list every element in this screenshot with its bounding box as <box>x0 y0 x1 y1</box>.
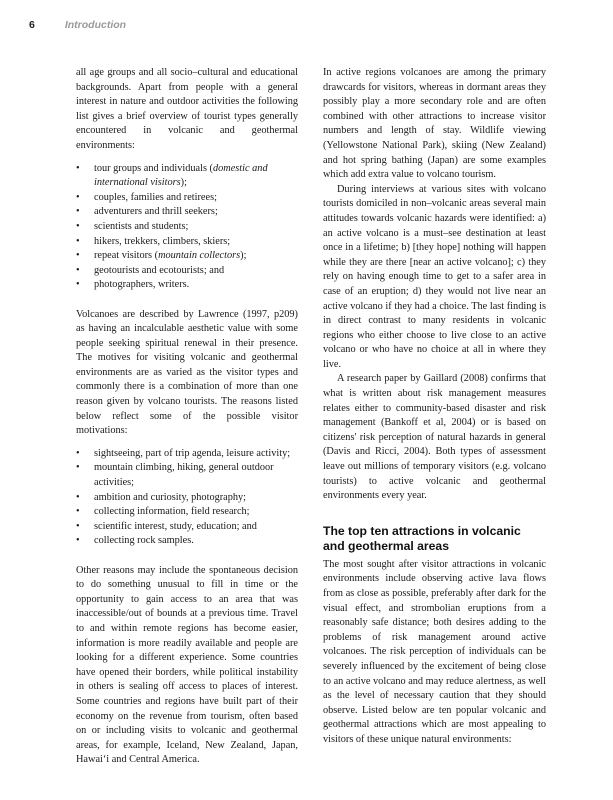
bullet-icon: • <box>76 250 80 262</box>
page-header <box>29 19 126 35</box>
tourist-type-item <box>76 205 298 220</box>
bullet-icon: • <box>76 491 80 503</box>
tourist-type-text: adventurers and thrill seekers; <box>94 206 218 218</box>
tourist-type-item <box>76 191 298 206</box>
tourist-type-item <box>76 264 298 279</box>
tourist-type-item <box>76 220 298 235</box>
intro-paragraph: all age groups and all socio–cultural and educational backgrounds. Apart from people with a general interest in nature and outdoor activities the following list gives a brief overview of tourist types generally encountered in volcanic and geothermal environments: <box>76 67 298 151</box>
tourist-type-text: tour groups and individuals ( <box>94 162 213 174</box>
motivations-list <box>76 447 298 549</box>
bullet-icon: • <box>76 235 80 247</box>
motivation-text: scientific interest, study, education; and <box>94 520 257 532</box>
bullet-icon: • <box>76 535 80 547</box>
tourist-type-text: photographers, writers. <box>94 279 190 291</box>
bullet-icon: • <box>76 162 80 174</box>
motivation-text: mountain climbing, hiking, general outdoor activities; <box>94 462 274 489</box>
motivation-item <box>76 461 298 490</box>
bullet-icon: • <box>76 220 80 232</box>
section-heading-line-1: The top ten attractions in volcanic <box>323 523 521 538</box>
tourist-type-text: couples, families and retirees; <box>94 191 217 203</box>
tourist-type-italic: mountain collectors <box>158 250 241 262</box>
tourist-type-item <box>76 278 298 293</box>
active-regions-paragraph: In active regions volcanoes are among the primary drawcards for visitors, whereas in dormant areas they possibly play a more secondary role and are often combined with other attractions to increase visitor numbers and length of stay. Wildlife viewing (Yellowstone National Park), skiing (New Zealand) and hot spring bathing (Japan) are some examples which add extra value to volcano tourism. <box>323 67 546 181</box>
tourist-type-text: scientists and students; <box>94 220 189 232</box>
motivation-item <box>76 534 298 549</box>
tourist-type-item <box>76 249 298 264</box>
tourist-type-italic: domestic and international visitors <box>94 162 268 189</box>
bullet-icon: • <box>76 520 80 532</box>
tourist-types-list <box>76 162 298 293</box>
tourist-type-suffix: ); <box>180 177 187 189</box>
tourist-type-text: hikers, trekkers, climbers, skiers; <box>94 235 231 247</box>
bullet-icon: • <box>76 506 80 518</box>
tourist-type-text: geotourists and ecotourists; and <box>94 264 225 276</box>
motivation-item <box>76 520 298 535</box>
research-paragraph: A research paper by Gaillard (2008) confirms that what is written about risk management measures relates either to community-based disaster and risk management (Bankoff et al, 2004) or is based on citizens' risk perception of natural hazards in general (Davis and Ricci, 2004). Both types of assessment leave out millions of temporary visitors (e.g. volcano tourists) to active volcanic and geothermal environments every year. <box>323 373 546 502</box>
bullet-icon: • <box>76 191 80 203</box>
section-heading-line-2: and geothermal areas <box>323 538 449 553</box>
right-column <box>323 66 546 748</box>
attractions-paragraph: The most sought after visitor attractions in volcanic environments include observing active lava flows from as close as possible, preferably after dark for the visual effect, and strombolian eruptions from a reasonably safe distance; both desires adding to the problems of risk management around active volcanoes. The risk perception of individuals can be severely influenced by the excitement of being close to an active volcano and may reduce alertness, as well as the level of necessary caution that they should observe. Listed below are ten popular volcanic and geothermal attractions which are most appealing to visitors of these unique natural environments: <box>323 558 547 745</box>
motivation-item <box>76 505 298 520</box>
tourist-type-item <box>76 162 298 191</box>
interviews-paragraph: During interviews at various sites with volcano tourists domiciled in non–volcanic areas several main attitudes towards volcanic hazards were identified: a) an active volcano is a must–see destination at least once in a lifetime; b) [they hope] nothing will happen while they are there [near an active volcano]; c) they rely on having enough time to get to a safer area in case of an eruption; d) they would not live near an active volcano if they had a choice. The last finding is in direct contrast to many residents in volcanic regions who either choose to live close to an active volcano or who have no choice at all in where they live. <box>323 183 546 370</box>
motivation-text: ambition and curiosity, photography; <box>94 491 247 503</box>
tourist-type-item <box>76 235 298 250</box>
bullet-icon: • <box>76 206 80 218</box>
other-reasons-paragraph: Other reasons may include the spontaneous decision to do something unusual to fill in time or the opportunity to gain access to an area that was inaccessible/out of bounds at a previous time. Travel to and within remote regions has become easier, information is more readily available and people are looking for a different experience. Some countries have opened their borders, while political instability in others is sealing off access to places of interest. Some countries and regions have built part of their economy on the revenue from tourism, often based on or including visits to volcanic and geothermal areas, for example, Iceland, New Zealand, Japan, Hawai‘i and Central America. <box>76 564 298 766</box>
motivation-item <box>76 491 298 506</box>
motivation-text: collecting rock samples. <box>94 535 194 547</box>
motivation-item <box>76 447 298 462</box>
motivation-text: sightseeing, part of trip agenda, leisure activity; <box>94 447 291 459</box>
section-heading <box>323 524 546 554</box>
motivation-text: collecting information, field research; <box>94 506 250 518</box>
tourist-type-suffix: ); <box>240 250 247 262</box>
tourist-type-text: repeat visitors ( <box>94 250 159 262</box>
bullet-icon: • <box>76 264 80 276</box>
bullet-icon: • <box>76 279 80 291</box>
bullet-icon: • <box>76 462 80 474</box>
page-number: 6 <box>29 19 35 31</box>
left-column <box>76 66 298 768</box>
running-head: Introduction <box>64 19 127 31</box>
motivation-paragraph: Volcanoes are described by Lawrence (1997, p209) as having an incalculable aesthetic value with some people seeking spiritual renewal in their presence. The motives for visiting volcanic and geothermal environments are as varied as the visitor types and commonly there is a combination of more than one reason given by volcano tourists. The reasons listed below reflect some of the possible visitor motivations: <box>76 308 298 437</box>
bullet-icon: • <box>76 447 80 459</box>
